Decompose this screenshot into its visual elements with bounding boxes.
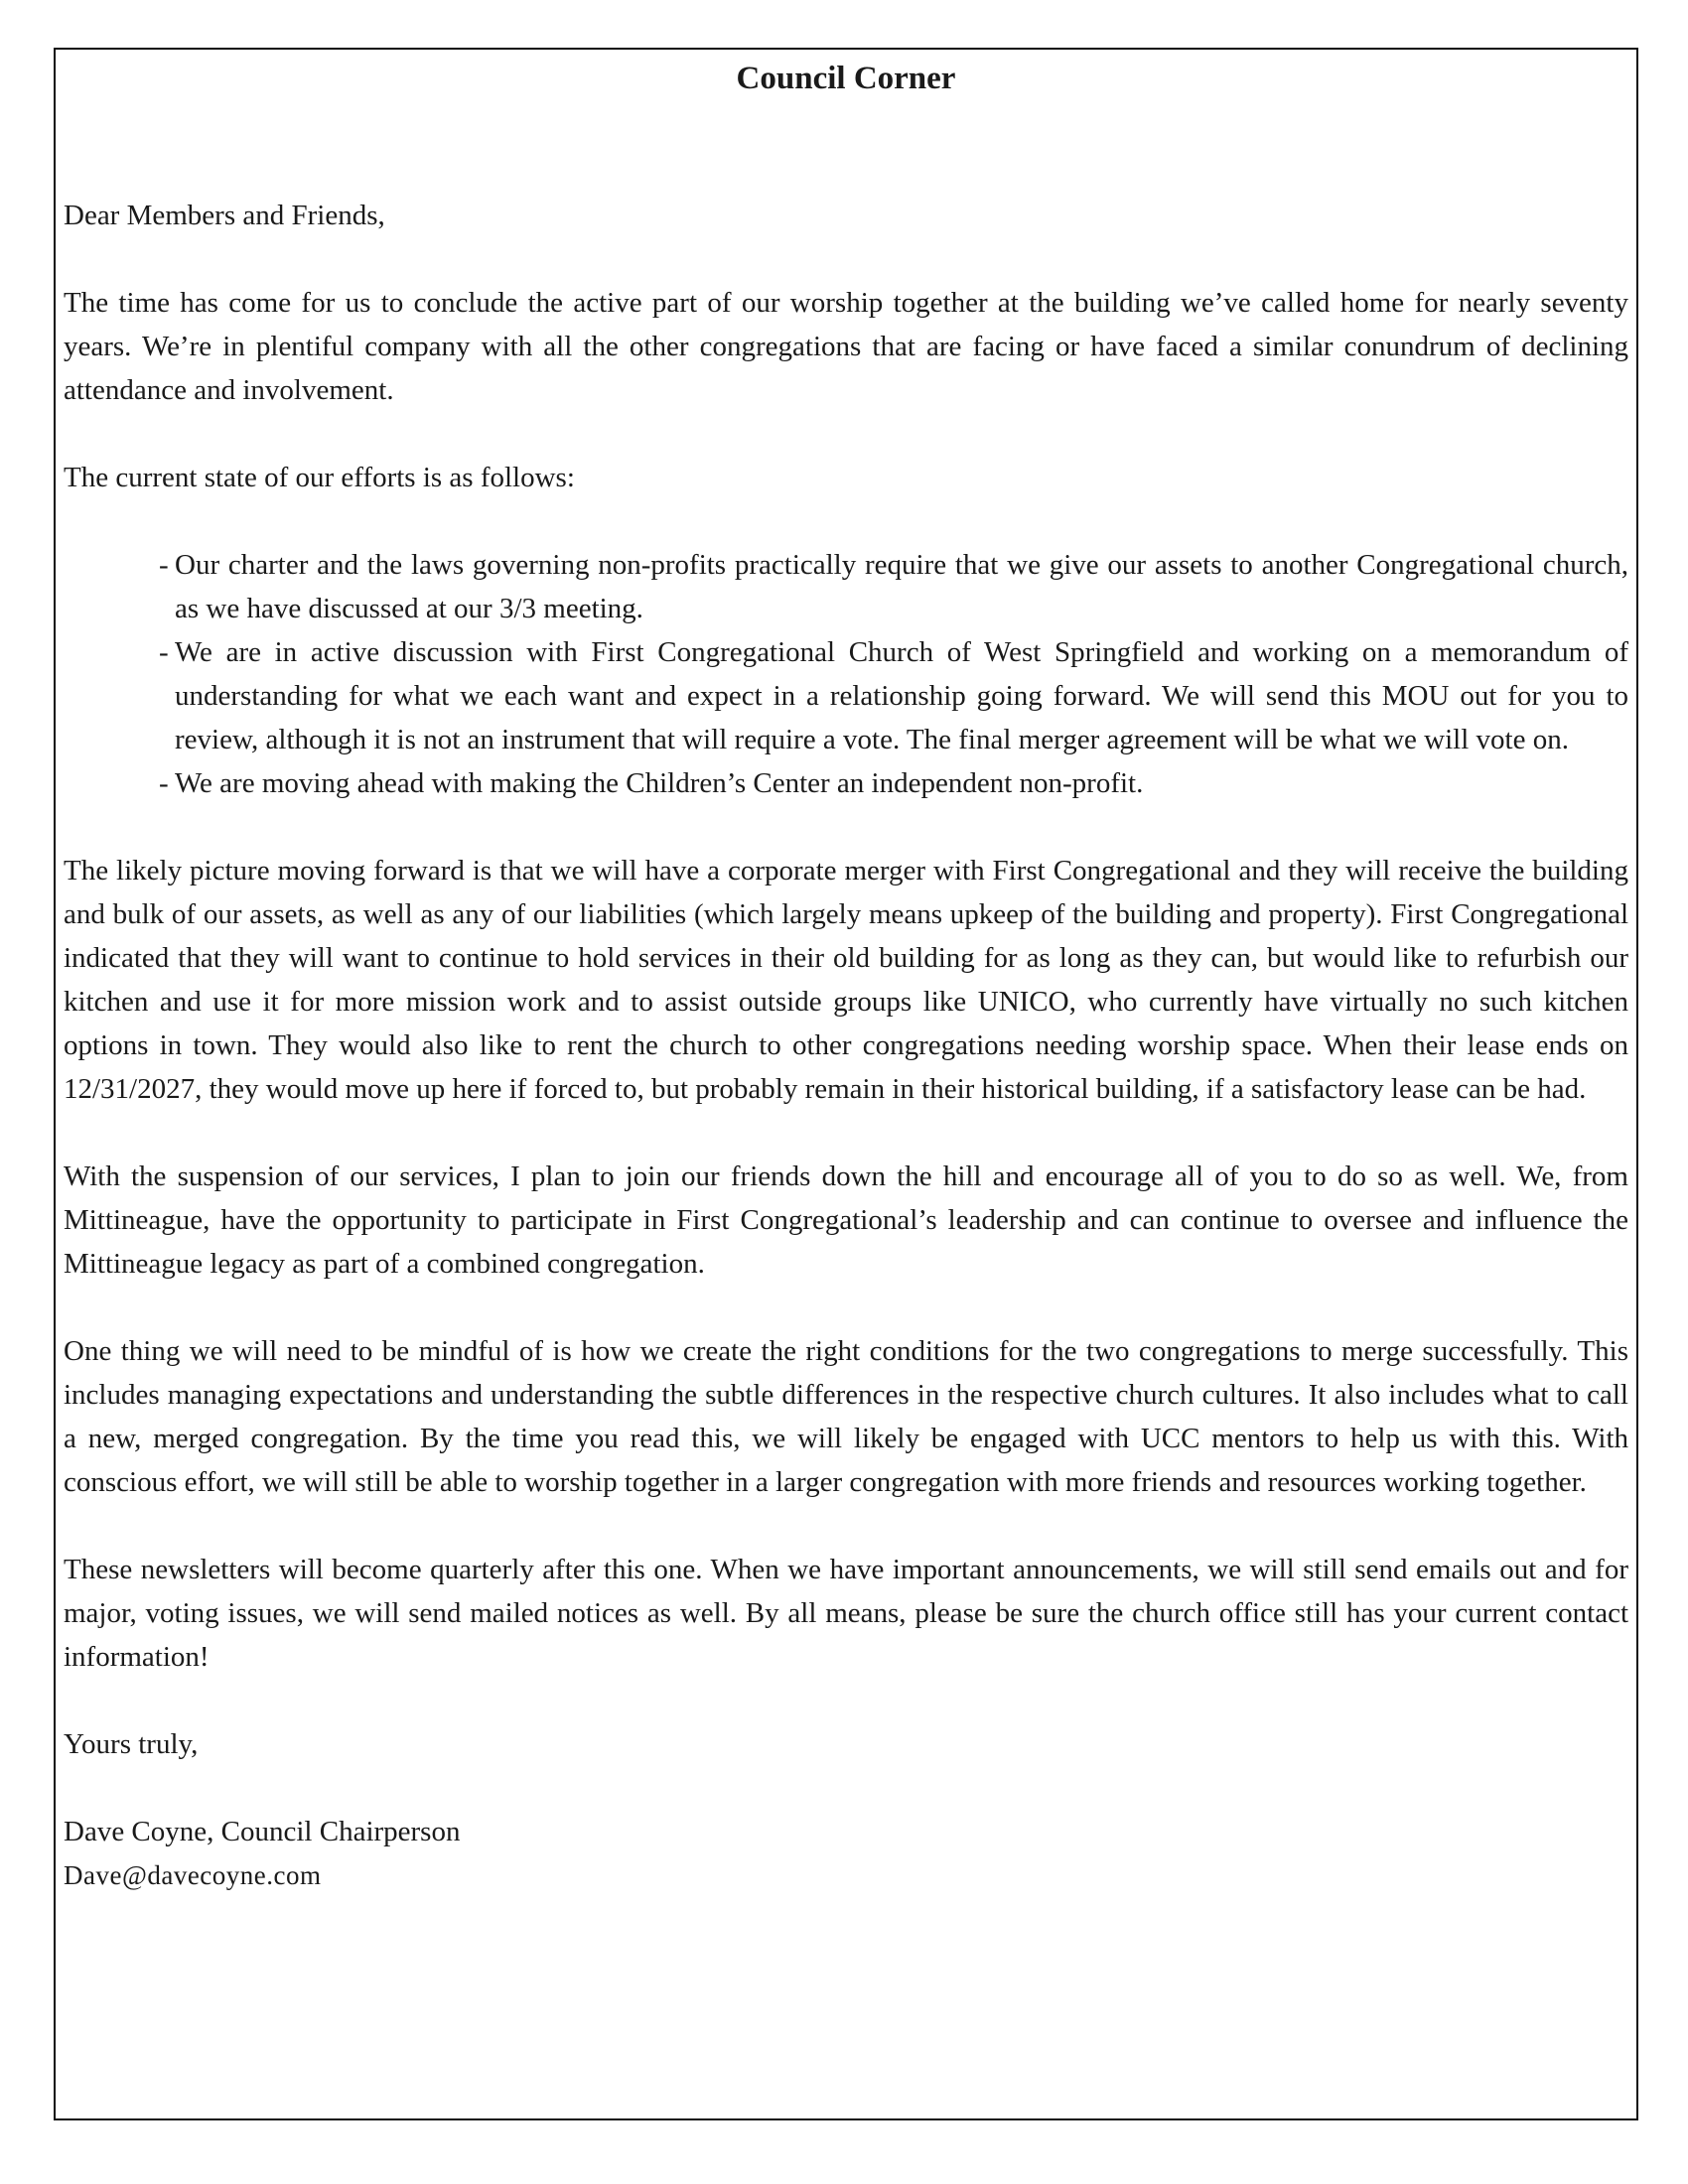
signature: Dave Coyne, Council Chairperson xyxy=(64,1816,461,1847)
document-frame xyxy=(54,48,1638,2120)
page-title: Council Corner xyxy=(736,61,956,96)
paragraph-likely-picture: The likely picture moving forward is that we will have a corporate merger with First Congregational and they will receive the building and bulk of our assets, as well as any of our liabilities (which largely means upkeep of the building and property). First Congregational indicated that they will want to continue to hold services in their old building for as long as they can, but would like to refurbish our kitchen and use it for more mission work and to assist outside groups like UNICO, who currently have virtually no such kitchen options in town. They would also like to rent the church to other congregations needing worship space. When their lease ends on 12/31/2027, they would move up here if forced to, but probably remain in their historical building, if a satisfactory lease can be had. xyxy=(64,855,1628,1105)
bullet-item-discussion: - We are in active discussion with First Congregational Church of West Springfield and working on a memorandum of understanding for what we each want and expect in a relationship going forward. We will send this MOU out for you to review, although it is not an instrument that will require a vote. The final merger agreement will be what we will vote on. xyxy=(159,630,1628,761)
bullet-list xyxy=(64,543,1628,805)
paragraph-newsletters: These newsletters will become quarterly after this one. When we have important announcements, we will still send emails out and for major, voting issues, we will send mailed notices as well. By all means, please be sure the church office still has your current contact information! xyxy=(64,1554,1628,1673)
paragraph-merge: One thing we will need to be mindful of is how we create the right conditions for the two congregations to merge successfully. This includes managing expectations and understanding the subtle differences in the respective church cultures. It also includes what to call a new, merged congregation. By the time you read this, we will likely be engaged with UCC mentors to help us with this. With conscious effort, we will still be able to worship together in a larger congregation with more friends and resources working together. xyxy=(64,1335,1628,1498)
bullet-item-childrens-center: - We are moving ahead with making the Children’s Center an independent non-profit. xyxy=(159,761,1628,805)
paragraph-intro: The time has come for us to conclude the active part of our worship together at the building we’ve called home for nearly seventy years. We’re in plentiful company with all the other congregations that are facing or have faced a similar conundrum of declining attendance and involvement. xyxy=(64,287,1628,406)
email-link[interactable]: Dave@davecoyne.com xyxy=(64,1860,322,1890)
closing: Yours truly, xyxy=(64,1728,199,1760)
letter-body xyxy=(64,194,1628,1897)
bullet-item-charter: - Our charter and the laws governing non-profits practically require that we give our assets to another Congregational church, as we have discussed at our 3/3 meeting. xyxy=(159,543,1628,630)
paragraph-current-state: The current state of our efforts is as follows: xyxy=(64,462,575,493)
salutation: Dear Members and Friends, xyxy=(64,200,385,231)
paragraph-suspension: With the suspension of our services, I plan to join our friends down the hill and encourage all of you to do so as well. We, from Mittineague, have the opportunity to participate in First Congregational’s leadership and can continue to oversee and influence the Mittineague legacy as part of a combined congregation. xyxy=(64,1160,1628,1280)
